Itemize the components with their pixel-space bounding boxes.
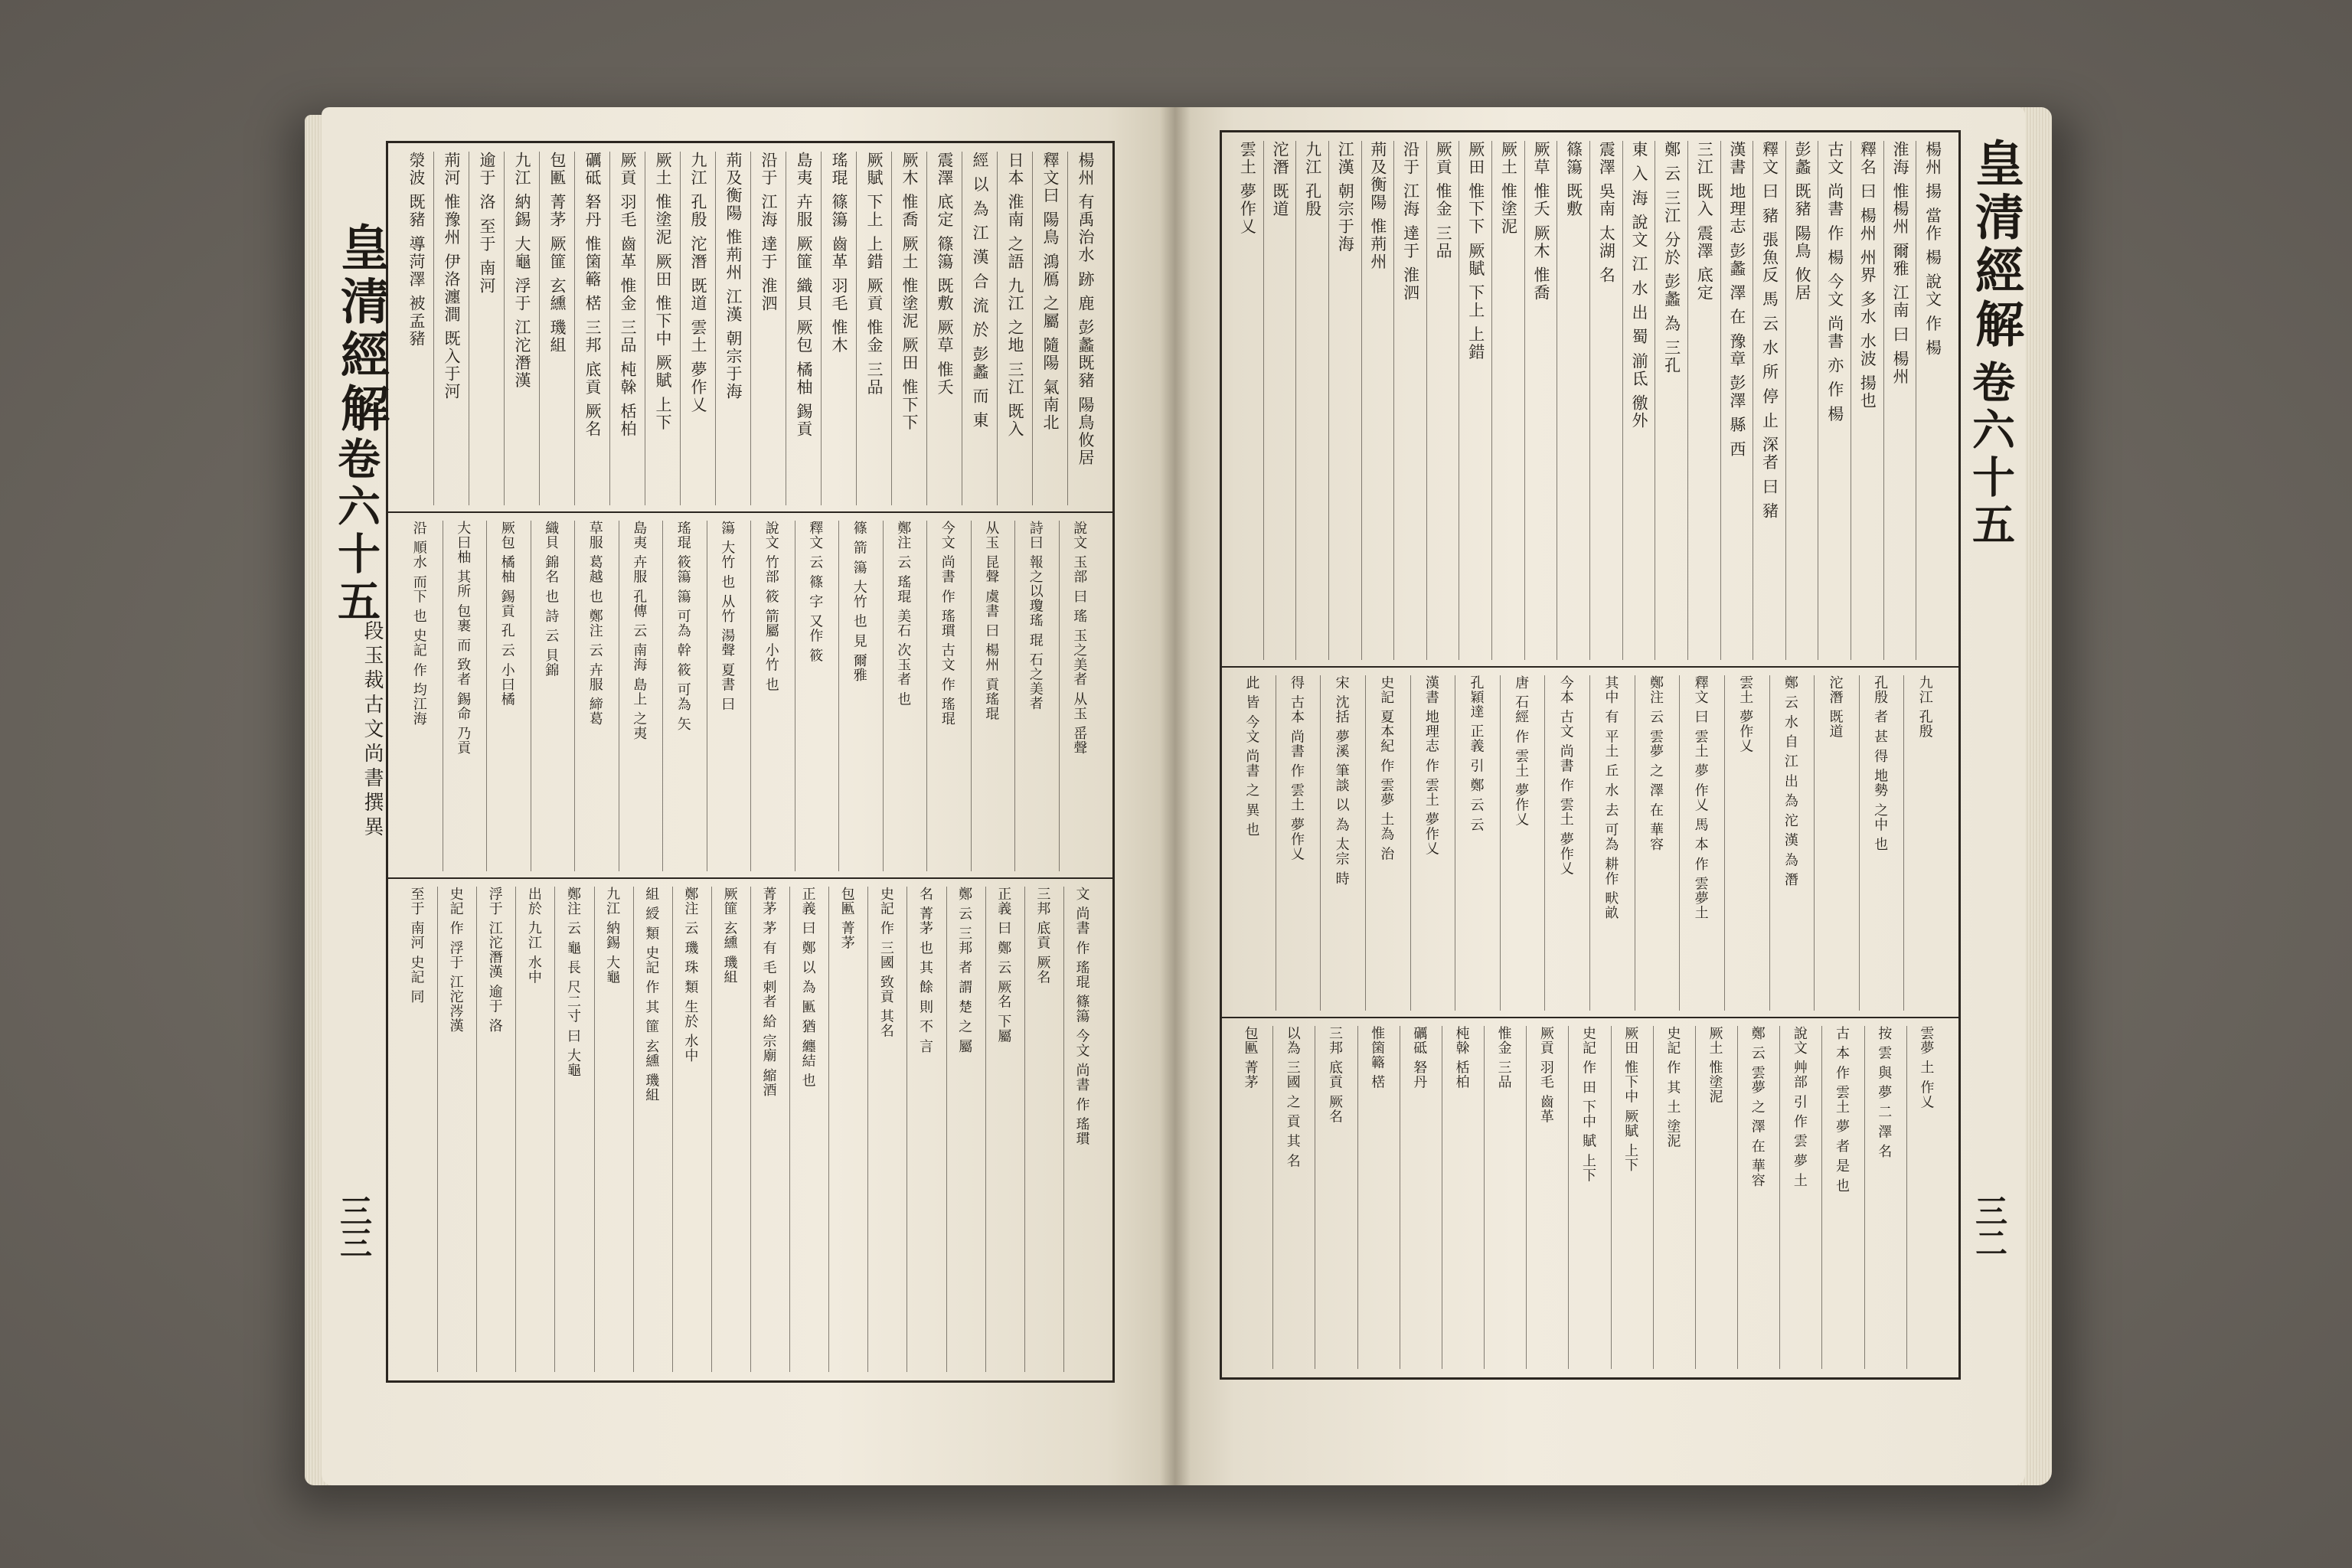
text-column: 釋文曰 陽鳥 鴻鴈 之屬 隨陽 氣南北 — [1041, 152, 1060, 432]
column-rule — [594, 887, 595, 1372]
text-column: 島夷 卉服 孔傳 云 南海 島上 之夷 — [631, 521, 648, 741]
text-column: 史記 作 其 土 塗泥 — [1664, 1026, 1681, 1148]
text-column: 九江 孔殷 — [1916, 675, 1933, 739]
left-volume-label: 卷六十五 — [331, 436, 381, 626]
column-rule — [515, 887, 516, 1372]
text-column: 出於 九江 水中 — [525, 887, 542, 985]
text-column: 厥草 惟夭 厥木 惟喬 — [1532, 141, 1551, 302]
column-rule — [504, 152, 505, 505]
column-rule — [437, 887, 438, 1372]
text-column: 厥賦 下上 上錯 厥貢 惟金 三品 — [865, 152, 884, 397]
text-column: 名 菁茅 也 其 餘 則 不 言 — [917, 887, 933, 1054]
column-rule — [1024, 887, 1025, 1372]
text-column: 荊及衡陽 惟荊州 江漢 朝宗于海 — [724, 152, 743, 401]
text-column: 厥貢 羽毛 齒革 惟金 三品 杶榦 栝柏 — [619, 152, 637, 439]
text-column: 史記 夏本紀 作 雲夢 土為 治 — [1378, 675, 1395, 861]
column-rule — [1859, 675, 1860, 1011]
text-column: 說文 艸部 引 作 雲 夢 土 — [1791, 1026, 1808, 1188]
text-column: 雲土 夢作乂 — [1737, 675, 1754, 753]
left-folio: 三三 — [335, 1194, 373, 1259]
text-column: 正義 曰 鄭 以 為 匭 猶 纏結 也 — [799, 887, 816, 1088]
column-rule — [1328, 141, 1329, 660]
column-rule — [1737, 1026, 1738, 1369]
column-rule — [1769, 675, 1770, 1011]
right-register-rule-2 — [1220, 1017, 1958, 1018]
text-column: 釋名 曰 楊州 州界 多水 水波 揚也 — [1858, 141, 1877, 410]
column-rule — [997, 152, 998, 505]
text-column: 鄭 云 水 自 江 出 為 沱 漢 為 潛 — [1782, 675, 1798, 887]
column-rule — [1491, 141, 1492, 660]
text-column: 鄭注 云 雲夢 之 澤 在 華容 — [1647, 675, 1664, 852]
column-rule — [662, 521, 663, 871]
column-rule — [1720, 141, 1721, 660]
column-rule — [1263, 141, 1264, 660]
text-column: 礪砥 砮丹 惟箘簵 楛 三邦 底貢 厥名 — [583, 152, 602, 439]
text-column: 荊河 惟豫州 伊洛瀍澗 既入于河 — [443, 152, 461, 401]
text-column: 杶榦 栝柏 — [1453, 1026, 1470, 1089]
column-rule — [1589, 141, 1590, 660]
text-column: 厥土 惟塗泥 — [1707, 1026, 1723, 1104]
column-rule — [1410, 675, 1411, 1011]
column-rule — [985, 887, 986, 1372]
text-column: 今本 古文 尚書 作 雲土 夢作乂 — [1557, 675, 1574, 876]
column-rule — [1032, 152, 1033, 505]
column-rule — [715, 152, 716, 505]
column-rule — [1526, 1026, 1527, 1369]
column-rule — [554, 887, 555, 1372]
text-column: 史記 作 浮于 江沱涔漢 — [447, 887, 464, 1034]
column-rule — [946, 887, 947, 1372]
column-rule — [867, 887, 868, 1372]
text-column: 按 雲 與 夢 二 澤 名 — [1876, 1026, 1893, 1159]
text-column: 滎波 既豬 導菏澤 被孟豬 — [407, 152, 426, 348]
text-column: 厥田 惟下中 厥賦 上下 — [1622, 1026, 1639, 1173]
right-page — [1175, 107, 2025, 1485]
text-column: 厥土 惟塗泥 厥田 惟下中 厥賦 上下 — [654, 152, 672, 432]
text-column: 包匭 菁茅 — [1242, 1026, 1259, 1089]
column-rule — [633, 887, 634, 1372]
text-column: 江漢 朝宗于海 — [1336, 141, 1355, 253]
text-column: 織貝 錦名 也 詩 云 貝錦 — [543, 521, 560, 678]
column-rule — [891, 152, 892, 505]
text-column: 篠 箭 簜 大竹 也 見 爾雅 — [851, 521, 867, 683]
right-register-rule-1 — [1220, 666, 1958, 668]
column-rule — [750, 887, 751, 1372]
column-rule — [856, 152, 857, 505]
left-page — [322, 107, 1175, 1485]
text-column: 釋文 曰 雲土 夢 作乂 馬 本 作 雲夢土 — [1692, 675, 1709, 920]
column-rule — [672, 887, 673, 1372]
text-column: 日本 淮南 之語 九江 之地 三江 既入 — [1006, 152, 1024, 439]
column-rule — [926, 521, 927, 871]
text-column: 孔穎達 正義 引 鄭 云 云 — [1468, 675, 1485, 832]
column-rule — [789, 887, 790, 1372]
column-rule — [1484, 1026, 1485, 1369]
text-column: 漢書 地理志 作 雲土 夢作乂 — [1423, 675, 1439, 856]
text-column: 九江 孔殷 沱潛 既道 雲土 夢作乂 — [689, 152, 707, 414]
column-rule — [750, 152, 751, 505]
text-column: 瑤琨 篠簜 齒革 羽毛 惟木 — [830, 152, 848, 354]
column-rule — [926, 152, 927, 505]
column-rule — [1544, 675, 1545, 1011]
text-column: 厥包 橘柚 錫貢 孔 云 小曰橘 — [498, 521, 515, 707]
text-column: 鄭 云 雲夢 之 澤 在 華容 — [1749, 1026, 1766, 1188]
right-folio: 三二 — [1971, 1194, 2008, 1259]
text-column: 包匭 菁茅 — [838, 887, 855, 950]
column-rule — [1679, 675, 1680, 1011]
text-column: 楊州 揚 當作 楊 說文 作 楊 — [1923, 141, 1942, 358]
text-column: 淮海 惟楊州 爾雅 江南 曰 楊州 — [1891, 141, 1910, 386]
column-rule — [1063, 887, 1064, 1372]
text-column: 篠簜 既敷 — [1564, 141, 1583, 218]
text-column: 史記 作 三國 致貢 其名 — [877, 887, 894, 1038]
text-column: 漢書 地理志 彭蠡 澤 在 豫章 彭澤 縣 西 — [1727, 141, 1746, 459]
text-column: 礪砥 砮丹 — [1411, 1026, 1428, 1089]
right-book-title: 皇清經解 — [1967, 138, 2024, 352]
column-rule — [1814, 675, 1815, 1011]
text-column: 島夷 卉服 厥篚 織貝 厥包 橘柚 錫貢 — [795, 152, 813, 439]
text-column: 沿于 江海 達于 淮泗 — [760, 152, 778, 313]
text-column: 文 尚書 作 瑤琨 篠簜 今文 尚書 作 瑤瑻 — [1073, 887, 1090, 1146]
column-rule — [1014, 521, 1015, 871]
text-column: 瑤琨 筱簜 簜 可為 幹 筱 可為 矢 — [675, 521, 691, 732]
text-column: 厥貢 惟金 三品 — [1434, 141, 1453, 260]
column-rule — [1687, 141, 1688, 660]
text-column: 釋文 曰 豬 張魚反 馬 云 水 所 停 止 深者 曰 豬 — [1760, 141, 1779, 521]
text-column: 包匭 菁茅 厥篚 玄纁 璣組 — [548, 152, 567, 354]
column-rule — [1500, 675, 1501, 1011]
left-author-line: 段玉裁古文尚書撰異 — [361, 620, 384, 841]
column-rule — [821, 152, 822, 505]
text-column: 厥篚 玄纁 璣組 — [721, 887, 738, 985]
column-rule — [1272, 1026, 1273, 1369]
column-rule — [609, 152, 610, 505]
column-rule — [1821, 1026, 1822, 1369]
text-column: 九江 納錫 大龜 浮于 江沱潛漢 — [513, 152, 531, 390]
text-column: 雲土 夢作乂 — [1238, 141, 1257, 236]
text-column: 以為 三國 之 貢 其 名 — [1284, 1026, 1301, 1168]
text-column: 簜 大竹 也 从竹 湯聲 夏書 曰 — [719, 521, 736, 712]
column-rule — [574, 521, 575, 871]
text-column: 得 古本 尚書 作 雲土 夢作乂 — [1288, 675, 1305, 861]
text-column: 正義 曰 鄭 云 厥名 下屬 — [995, 887, 1012, 1044]
text-column: 古 本 作 雲土 夢 者 是 也 — [1834, 1026, 1851, 1194]
column-rule — [711, 887, 712, 1372]
text-column: 鄭注 云 龜 長 尺二寸 曰 大龜 — [565, 887, 581, 1078]
text-column: 組 綬 類 史記 作 其 篚 玄纁 璣組 — [643, 887, 660, 1102]
column-rule — [486, 521, 487, 871]
text-column: 孔殷 者 甚 得 地勢 之中 也 — [1872, 675, 1889, 852]
text-column: 厥木 惟喬 厥土 惟塗泥 厥田 惟下下 — [900, 152, 919, 432]
text-column: 草服 葛越 也 鄭注 云 卉服 締葛 — [586, 521, 603, 727]
text-column: 至于 南河 史記 同 — [408, 887, 425, 1004]
text-column: 今文 尚書 作 瑤瑻 古文 作 瑤琨 — [939, 521, 956, 727]
text-column: 雲夢 土 作乂 — [1918, 1026, 1935, 1109]
book-gutter — [1160, 107, 1191, 1485]
text-column: 三邦 底貢 厥名 — [1034, 887, 1051, 985]
column-rule — [971, 521, 972, 871]
text-column: 釋文 云 篠 字 又作 筱 — [807, 521, 824, 663]
left-register-rule-1 — [386, 511, 1112, 513]
column-rule — [828, 887, 829, 1372]
text-column: 震澤 底定 篠簜 既敷 厥草 惟夭 — [936, 152, 954, 397]
text-column: 逾于 洛 至于 南河 — [478, 152, 496, 296]
column-rule — [1524, 141, 1525, 660]
text-column: 宋 沈括 夢溪 筆談 以 為 太宗 時 — [1333, 675, 1350, 887]
text-column: 經 以 為 江 漢 合 流 於 彭蠡 而 東 — [971, 152, 989, 430]
column-rule — [1357, 1026, 1358, 1369]
column-rule — [1361, 141, 1362, 660]
text-column: 鄭注 云 瑤琨 美石 次玉者 也 — [895, 521, 912, 707]
text-column: 惟金 三品 — [1495, 1026, 1512, 1089]
text-column: 大曰柚 其所 包裹 而 致者 錫命 乃貢 — [455, 521, 472, 756]
right-volume-label: 卷六十五 — [1965, 360, 2016, 550]
text-column: 厥土 惟塗泥 — [1499, 141, 1518, 236]
text-column: 鄭注 云 璣 珠 類 生於 水中 — [682, 887, 699, 1063]
text-column: 厥貢 羽毛 齒革 — [1537, 1026, 1554, 1124]
text-column: 沱潛 既道 — [1270, 141, 1289, 218]
column-rule — [539, 152, 540, 505]
text-column: 厥田 惟下下 厥賦 下上 上錯 — [1466, 141, 1485, 361]
column-rule — [906, 887, 907, 1372]
column-rule — [1320, 675, 1321, 1011]
column-rule — [1568, 1026, 1569, 1369]
text-column: 惟箘簵 楛 — [1369, 1026, 1386, 1089]
text-column: 東 入 海 說文 江 水 出 蜀 湔氐 徼外 — [1629, 141, 1648, 430]
column-rule — [1059, 521, 1060, 871]
left-register-rule-2 — [386, 877, 1112, 879]
text-column: 詩曰 報之以瓊瑤 琨 石之美者 — [1027, 521, 1044, 711]
column-rule — [1426, 141, 1427, 660]
text-column: 史記 作 田 下中 賦 上下 — [1580, 1026, 1596, 1183]
text-column: 古文 尚書 作 楊 今文 尚書 亦 作 楊 — [1825, 141, 1844, 423]
column-rule — [750, 521, 751, 871]
column-rule — [1365, 675, 1366, 1011]
text-column: 震澤 吳南 太湖 名 — [1597, 141, 1616, 285]
text-column: 沿于 江海 達于 淮泗 — [1401, 141, 1420, 302]
column-rule — [1864, 1026, 1865, 1369]
column-rule — [1903, 675, 1904, 1011]
column-rule — [476, 887, 477, 1372]
column-rule — [1695, 1026, 1696, 1369]
text-column: 其中 有 平土 丘 水 去 可為 耕作 畎畝 — [1602, 675, 1619, 920]
column-rule — [1622, 141, 1623, 660]
text-column: 彭蠡 既豬 陽鳥 攸居 — [1793, 141, 1812, 302]
column-rule — [1589, 675, 1590, 1011]
text-column: 沱潛 既道 — [1827, 675, 1844, 739]
column-rule — [1067, 152, 1068, 505]
text-column: 三邦 底貢 厥名 — [1326, 1026, 1343, 1124]
column-rule — [1785, 141, 1786, 660]
column-rule — [1779, 1026, 1780, 1369]
column-rule — [1724, 675, 1725, 1011]
text-column: 楊州 有禹治水 跡 鹿 彭蠡既豬 陽鳥攸居 — [1076, 152, 1095, 467]
column-rule — [1883, 141, 1884, 660]
column-rule — [1653, 1026, 1654, 1369]
column-rule — [433, 152, 434, 505]
text-column: 菁茅 茅 有 毛 刺者 給 宗廟 縮酒 — [760, 887, 777, 1098]
column-rule — [883, 521, 884, 871]
text-column: 荊及衡陽 惟荊州 — [1368, 141, 1387, 271]
column-rule — [680, 152, 681, 505]
column-rule — [1295, 141, 1296, 660]
left-book-title: 皇清經解 — [332, 222, 390, 436]
text-column: 鄭 云 三邦 者 謂 楚 之 屬 — [956, 887, 973, 1054]
text-column: 从玉 昆聲 虞書 曰 楊州 貢瑤琨 — [983, 521, 1000, 721]
text-column: 浮于 江沱潛漢 逾于 洛 — [486, 887, 503, 1034]
column-rule — [1393, 141, 1394, 660]
text-column: 九江 納錫 大龜 — [604, 887, 621, 985]
text-column: 說文 竹部 筱 箭屬 小竹 也 — [763, 521, 779, 692]
text-column: 唐 石經 作 雲土 夢作乂 — [1513, 675, 1530, 827]
text-column: 沿 順水 而下 也 史記 作 均江海 — [410, 521, 427, 727]
column-rule — [1906, 1026, 1907, 1369]
column-rule — [838, 521, 839, 871]
column-rule — [1611, 1026, 1612, 1369]
text-column: 鄭 云 三江 分於 彭蠡 為 三孔 — [1662, 141, 1681, 375]
text-column: 說文 玉部 曰 瑤 玉之美者 从玉 䍃聲 — [1071, 521, 1088, 756]
text-column: 此 皆 今文 尚書 之 異 也 — [1243, 675, 1260, 838]
text-column: 九江 孔殷 — [1303, 141, 1322, 218]
column-rule — [574, 152, 575, 505]
text-column: 三江 既入 震澤 底定 — [1695, 141, 1714, 302]
